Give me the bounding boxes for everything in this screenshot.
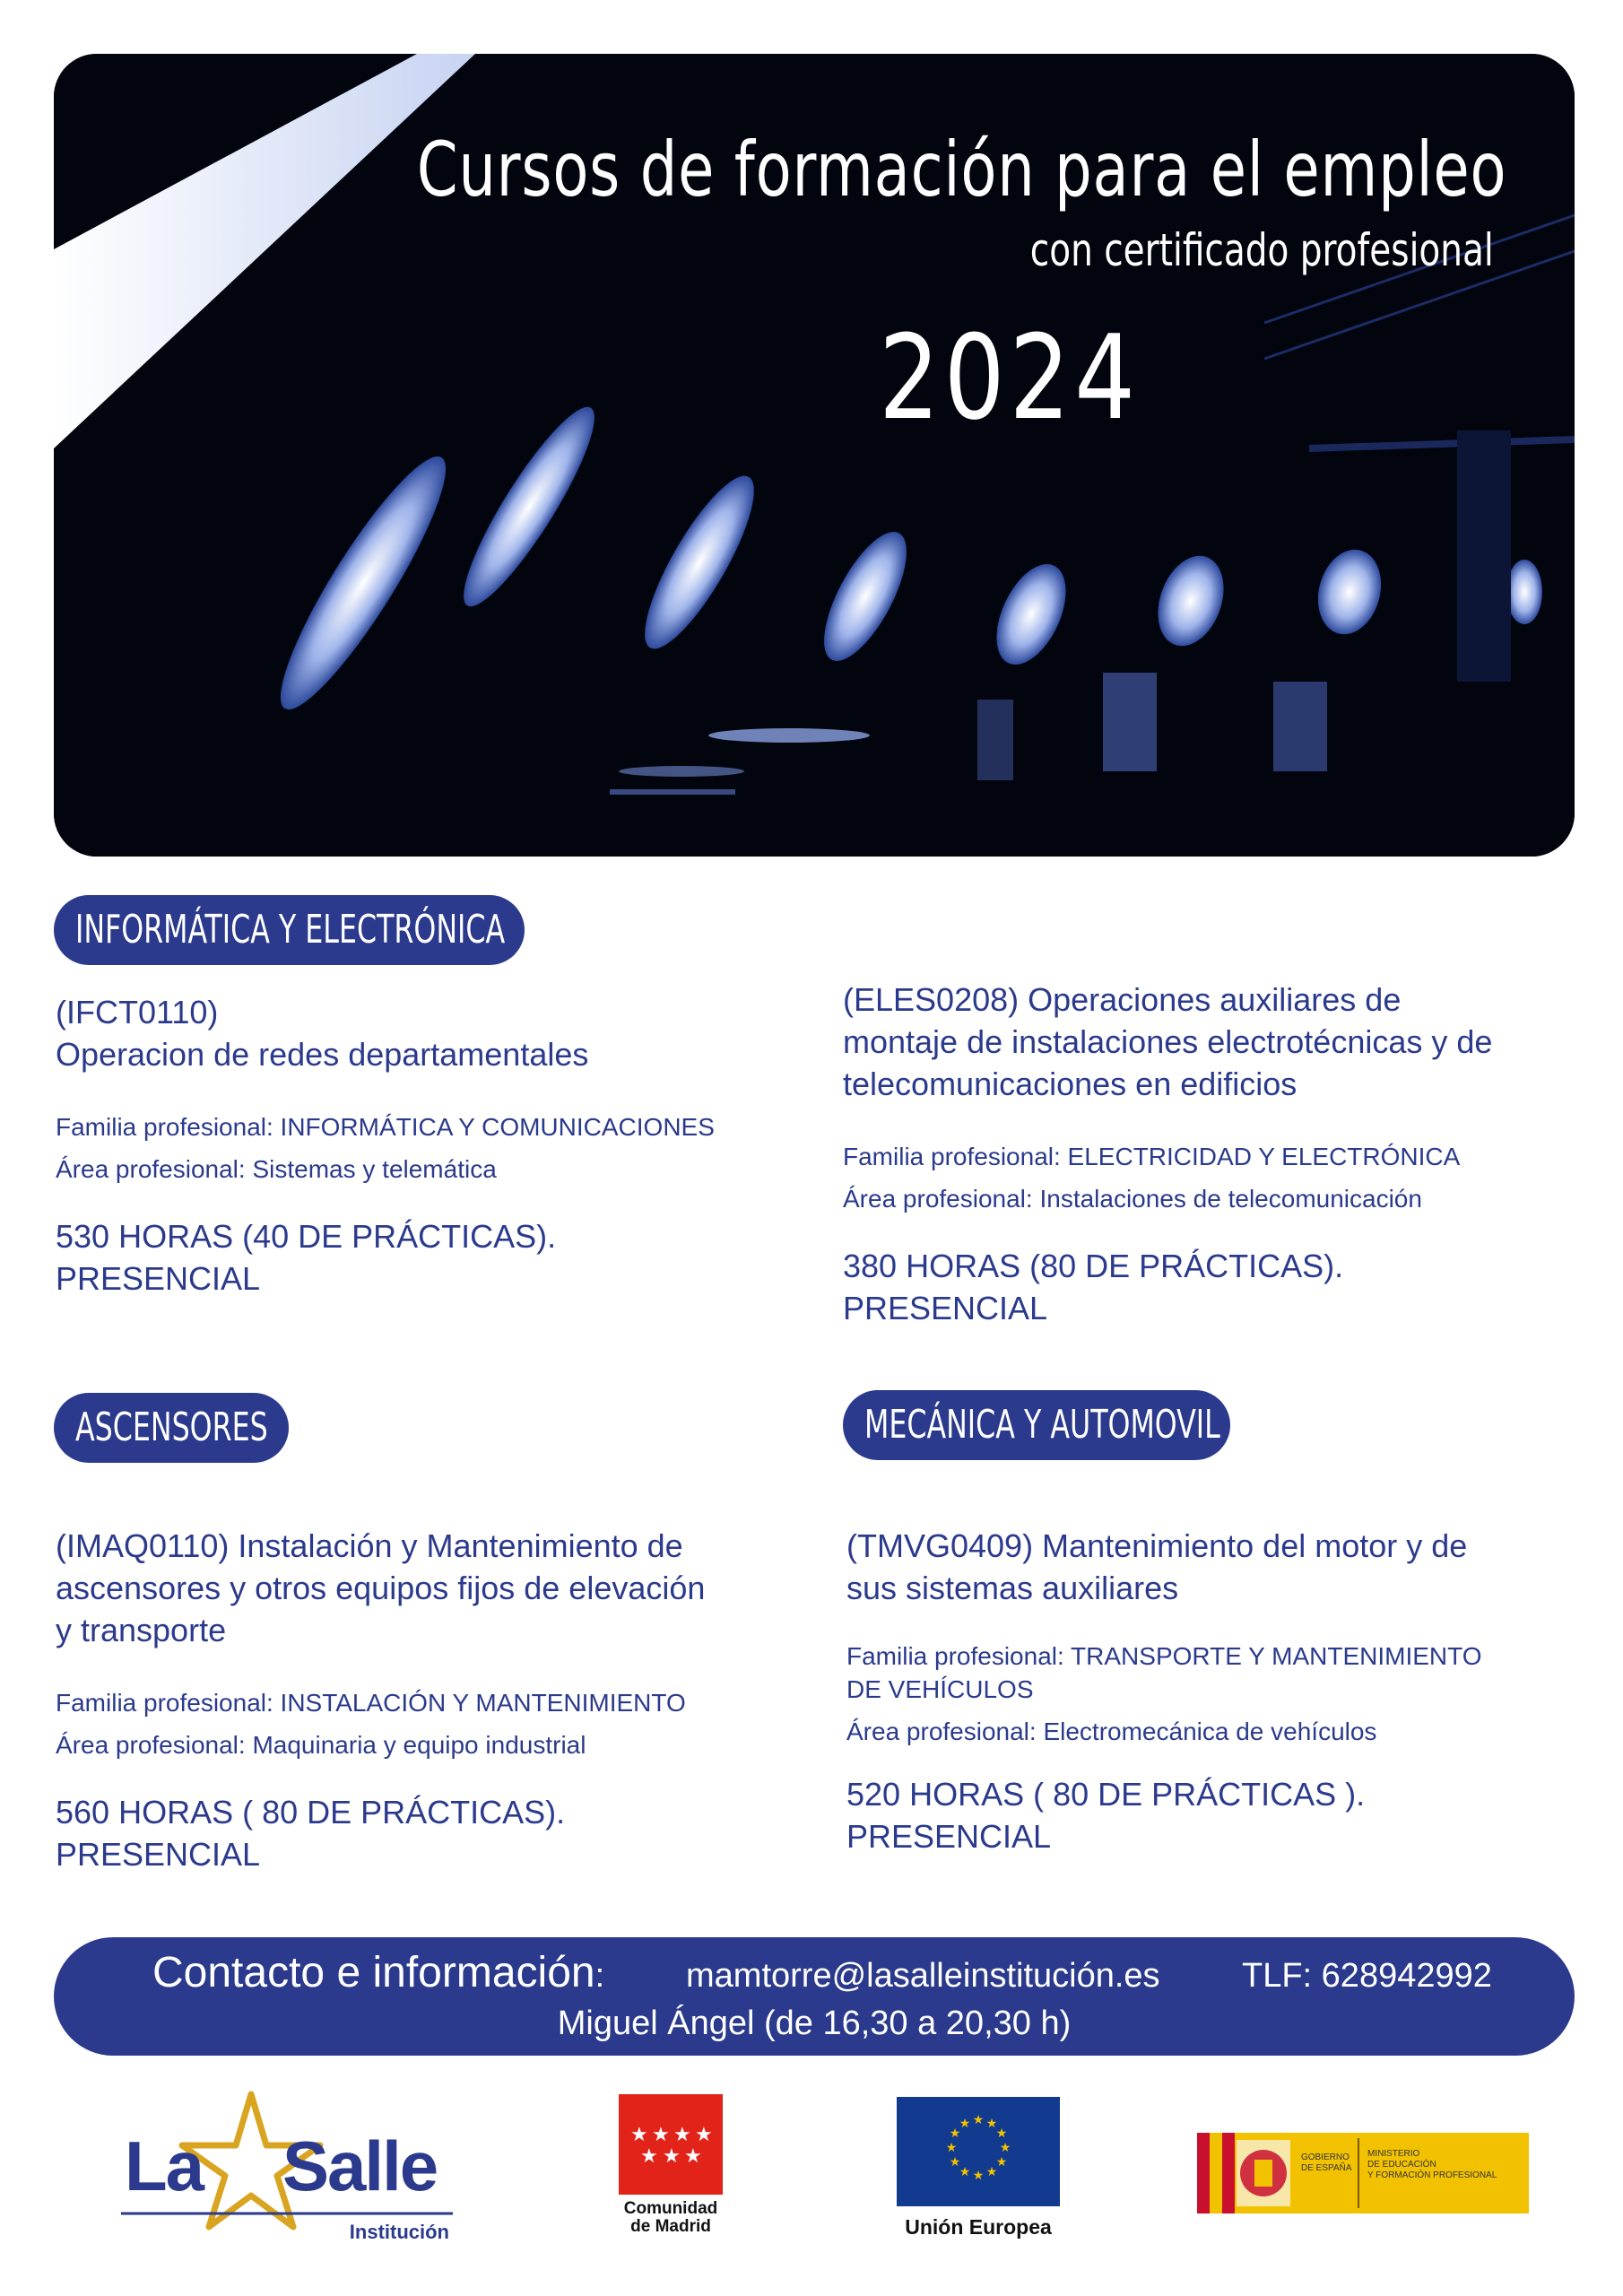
course-title: (ELES0208) Operaciones auxiliares de montaje de instalaciones electrotécnicas y de telecomunicaciones en edificios <box>843 981 1493 1102</box>
section-heading-ascensores: ASCENSORES <box>54 1393 289 1463</box>
svg-text:★: ★ <box>673 2124 691 2146</box>
course-ifct0110 <box>56 991 791 1300</box>
section-heading-informatica: INFORMÁTICA Y ELECTRÓNICA <box>54 895 525 965</box>
course-eles0208 <box>843 978 1578 1329</box>
hero-title: Cursos de formación para el empleo <box>416 126 1506 213</box>
course-hours: 380 HORAS (80 DE PRÁCTICAS). PRESENCIAL <box>843 1248 1344 1326</box>
gobierno-espana-logo: GOBIERNO DE ESPAÑA MINISTERIO DE EDUCACIÓN Y FORMACIÓN PROFESIONAL <box>1197 2133 1529 2213</box>
svg-text:★: ★ <box>959 2117 971 2131</box>
svg-text:★: ★ <box>985 2165 998 2179</box>
course-family: Familia profesional: ELECTRICIDAD Y ELECTRÓNICA Área profesional: Instalaciones de telecomunicación <box>843 1143 1461 1213</box>
svg-text:★: ★ <box>640 2145 658 2168</box>
section-heading-mecanica: MECÁNICA Y AUTOMOVIL <box>843 1390 1230 1460</box>
course-family: Familia profesional: TRANSPORTE Y MANTENIMIENTO DE VEHÍCULOS Área profesional: Electromecánica de vehículos <box>846 1642 1482 1745</box>
course-hours: 530 HORAS (40 DE PRÁCTICAS). PRESENCIAL <box>56 1218 557 1297</box>
svg-text:★: ★ <box>972 2113 985 2127</box>
svg-text:★: ★ <box>663 2145 681 2168</box>
eu-flag-icon <box>897 2097 1060 2206</box>
svg-text:★: ★ <box>652 2124 670 2146</box>
svg-text:★: ★ <box>985 2117 998 2131</box>
contact-phone[interactable]: TLF: 628942992 <box>1242 1957 1492 1995</box>
svg-text:★: ★ <box>945 2141 958 2155</box>
course-family: Familia profesional: INSTALACIÓN Y MANTENIMIENTO Área profesional: Maquinaria y equipo industrial <box>56 1689 686 1759</box>
contact-person: Miguel Ángel (de 16,30 a 20,30 h) <box>557 2005 1072 2042</box>
lasalle-logo: La Salle Institución <box>121 2090 453 2251</box>
course-title: (IMAQ0110) Instalación y Mantenimiento de ascensores y otros equipos fijos de elevación y transporte <box>56 1527 706 1648</box>
course-hours: 560 HORAS ( 80 DE PRÁCTICAS). PRESENCIAL <box>56 1794 566 1873</box>
contact-bar <box>54 1937 1575 2056</box>
contact-label: Contacto e información: <box>152 1949 605 1996</box>
course-title: (TMVG0409) Mantenimiento del motor y de sus sistemas auxiliares <box>846 1527 1468 1606</box>
svg-text:★: ★ <box>949 2126 961 2141</box>
svg-text:★: ★ <box>995 2155 1008 2170</box>
course-title: (IFCT0110) Operacion de redes departamentales <box>56 994 589 1073</box>
svg-text:★: ★ <box>959 2165 971 2179</box>
svg-text:★: ★ <box>630 2124 648 2146</box>
madrid-stars-icon <box>619 2094 723 2195</box>
svg-text:★: ★ <box>695 2124 713 2146</box>
comunidad-madrid-logo: ★ ★ ★ ★ ★ ★ ★ Comunidad de Madrid <box>619 2094 735 2247</box>
course-tmvg0409 <box>846 1525 1582 1857</box>
hero-year: 2024 <box>879 309 1140 446</box>
svg-text:★: ★ <box>999 2141 1011 2155</box>
course-imaq0110 <box>56 1525 809 1875</box>
svg-text:★: ★ <box>972 2169 985 2183</box>
contact-email[interactable]: mamtorre@lasalleinstitución.es <box>686 1957 1160 1995</box>
union-europea-logo: ★ ★ ★ ★ ★ ★ ★ ★ ★ ★ ★ ★ Unión Europea <box>897 2097 1076 2251</box>
hero-subtitle: con certificado profesional <box>1030 224 1494 276</box>
course-hours: 520 HORAS ( 80 DE PRÁCTICAS ). PRESENCIAL <box>846 1776 1366 1855</box>
hero-banner <box>54 54 1575 857</box>
course-family: Familia profesional: INFORMÁTICA Y COMUNICACIONES Área profesional: Sistemas y telemática <box>56 1113 715 1183</box>
svg-text:★: ★ <box>684 2145 702 2168</box>
svg-text:★: ★ <box>949 2155 961 2170</box>
svg-text:★: ★ <box>995 2126 1008 2141</box>
